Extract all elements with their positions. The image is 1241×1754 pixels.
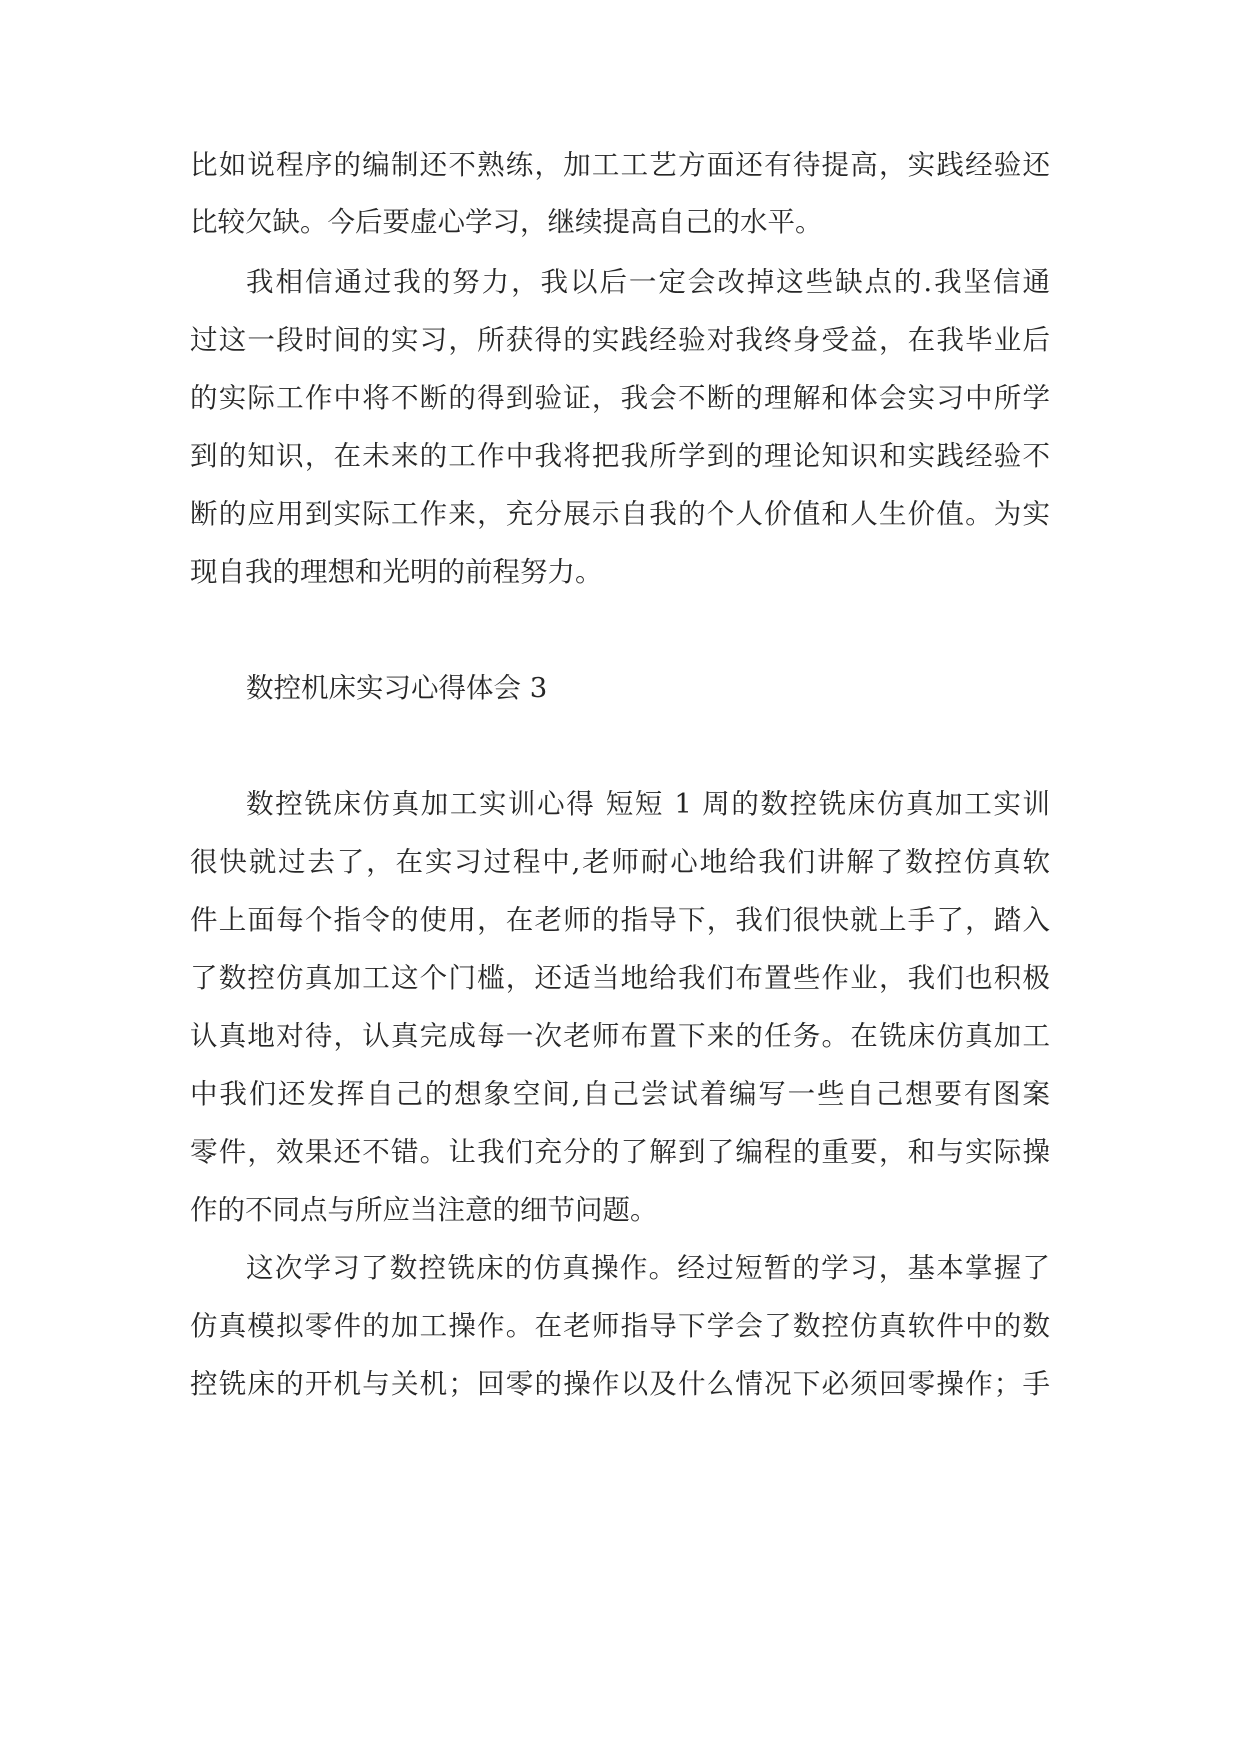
text-line: 这次学习了数控铣床的仿真操作。经过短暂的学习，基本掌握了	[246, 1252, 1050, 1284]
text-line: 中我们还发挥自己的想象空间,自己尝试着编写一些自己想要有图案	[190, 1078, 1050, 1110]
text-line: 控铣床的开机与关机；回零的操作以及什么情况下必须回零操作；手	[190, 1368, 1050, 1400]
text-line: 了数控仿真加工这个门槛，还适当地给我们布置些作业，我们也积极	[190, 962, 1050, 994]
text-line: 很快就过去了，在实习过程中,老师耐心地给我们讲解了数控仿真软	[190, 846, 1050, 878]
text-line: 断的应用到实际工作来，充分展示自我的个人价值和人生价值。为实	[190, 498, 1050, 530]
text-line: 作的不同点与所应当注意的细节问题。	[190, 1194, 658, 1226]
text-line: 仿真模拟零件的加工操作。在老师指导下学会了数控仿真软件中的数	[190, 1310, 1050, 1342]
text-line: 认真地对待，认真完成每一次老师布置下来的任务。在铣床仿真加工	[190, 1020, 1050, 1052]
text-line: 现自我的理想和光明的前程努力。	[190, 556, 603, 588]
text-line: 比如说程序的编制还不熟练，加工工艺方面还有待提高，实践经验还	[190, 149, 1050, 181]
text-line: 我相信通过我的努力，我以后一定会改掉这些缺点的.我坚信通	[246, 266, 1050, 298]
text-line: 件上面每个指令的使用，在老师的指导下，我们很快就上手了，踏入	[190, 904, 1050, 936]
text-line: 过这一段时间的实习，所获得的实践经验对我终身受益，在我毕业后	[190, 324, 1050, 356]
section-title: 数控机床实习心得体会 3	[246, 672, 548, 704]
text-line: 数控铣床仿真加工实训心得 短短 1 周的数控铣床仿真加工实训	[246, 788, 1050, 820]
text-line: 零件，效果还不错。让我们充分的了解到了编程的重要，和与实际操	[190, 1136, 1050, 1168]
text-line: 到的知识，在未来的工作中我将把我所学到的理论知识和实践经验不	[190, 440, 1050, 472]
text-line: 的实际工作中将不断的得到验证，我会不断的理解和体会实习中所学	[190, 382, 1050, 414]
document-body	[190, 0, 1050, 1754]
text-line: 比较欠缺。今后要虚心学习，继续提高自己的水平。	[190, 206, 823, 238]
